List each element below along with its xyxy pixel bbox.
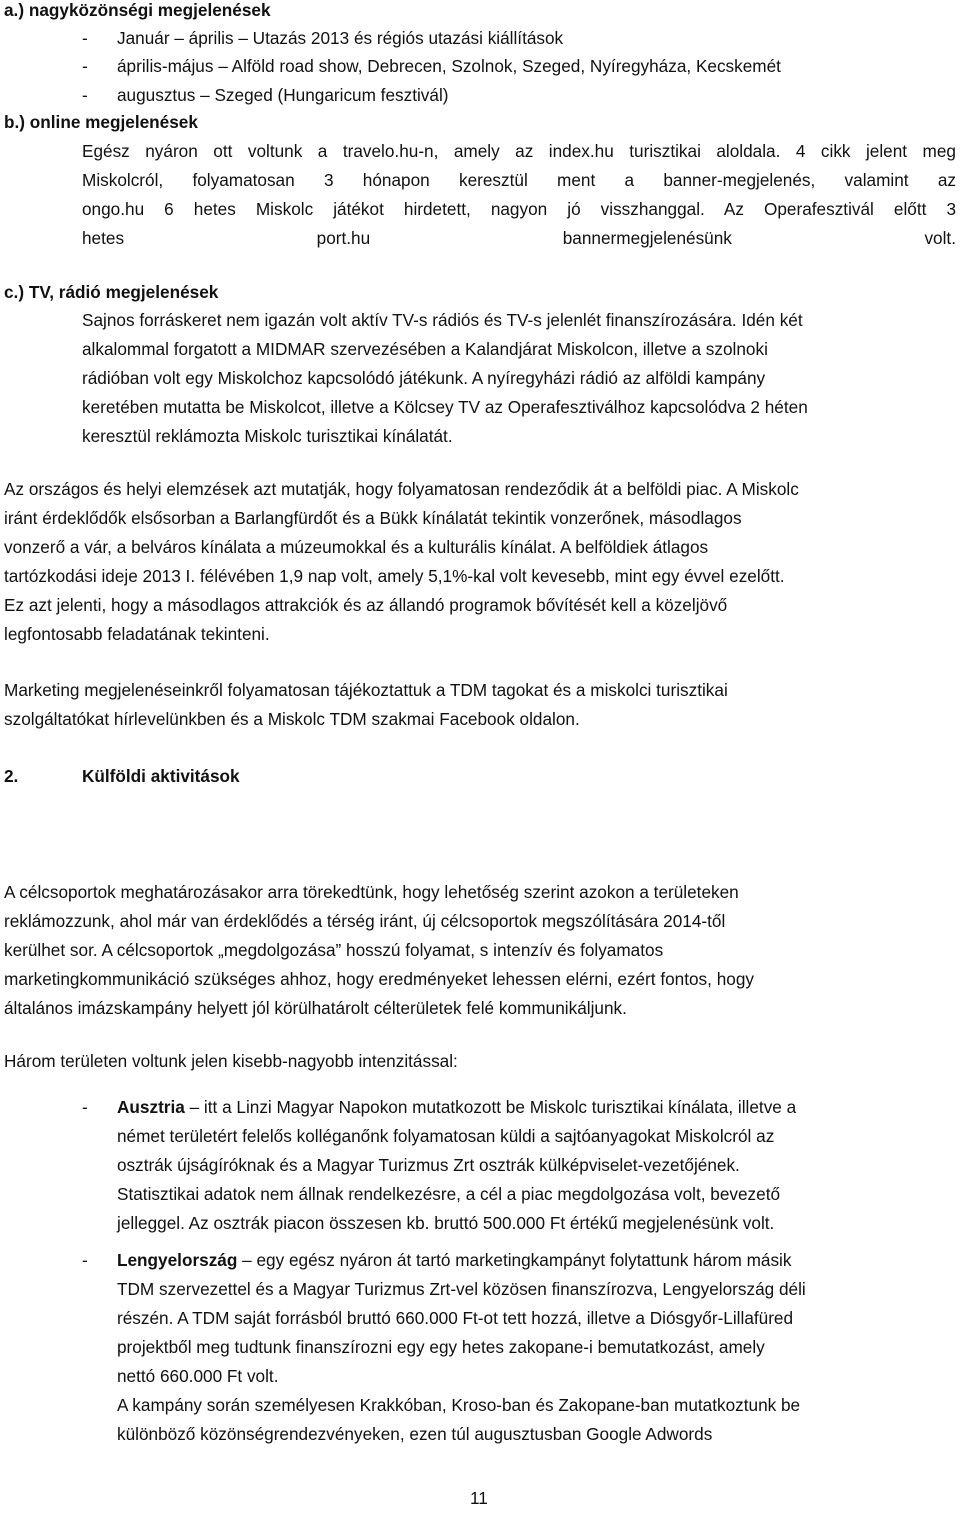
section-2-title: Külföldi aktivitások	[82, 766, 240, 786]
section-2-number: 2.	[4, 766, 19, 786]
text-line: projektből meg tudtunk finanszírozni egy egy hetes zakopane-i bemutatkozást, amely	[117, 1337, 765, 1357]
text-line: Marketing megjelenéseinkről folyamatosan tájékoztattuk a TDM tagokat és a miskolci turisztikai	[4, 680, 728, 700]
text-line: osztrák újságíróknak és a Magyar Turizmus Zrt osztrák külképviselet-vezetőjének.	[117, 1155, 740, 1175]
text-line: Statisztikai adatok nem állnak rendelkezésre, a cél a piac megdolgozása volt, bevezető	[117, 1184, 781, 1204]
text-line: kerülhet sor. A célcsoportok „megdolgozása” hosszú folyamat, s intenzív és folyamatos	[4, 940, 664, 960]
three-areas-intro: Három területen voltunk jelen kisebb-nagyobb intenzitással:	[4, 1051, 458, 1071]
text-line: – itt a Linzi Magyar Napokon mutatkozott be Miskolc turisztikai kínálata, illetve a	[184, 1097, 797, 1117]
section-b-body	[82, 137, 956, 253]
text-line: alkalommal forgatott a MIDMAR szervezésében a Kalandjárat Miskolcon, illetve a szolnoki	[82, 339, 768, 359]
text-line: német területért felelős kolléganőnk folyamatosan küldi a sajtóanyagokat Miskolcról az	[117, 1126, 775, 1146]
text-line: Miskolcról, folyamatosan 3 hónapon keresztül ment a banner-megjelenés, valamint az	[82, 170, 956, 190]
target-paragraph	[4, 878, 956, 1023]
text-line: rádióban volt egy Miskolchoz kapcsolódó játékunk. A nyíregyházi rádió az alföldi kampány	[82, 368, 766, 388]
text-line: iránt érdeklődők elsősorban a Barlangfürdőt és a Bükk kínálatát tekintik vonzerőnek, másodlagos	[4, 508, 742, 528]
list-item-text: augusztus – Szeged (Hungaricum fesztivál)	[117, 85, 449, 105]
text-line: keresztül reklámozta Miskolc turisztikai kínálatát.	[82, 426, 453, 446]
marketing-paragraph	[4, 676, 956, 734]
text-line: vonzerő a vár, a belváros kínálata a múzeumokkal és a kulturális kínálat. A belföldiek átlagos	[4, 537, 709, 557]
section-c-body	[82, 306, 956, 451]
country-poland	[117, 1246, 956, 1449]
text-line: szolgáltatókat hírlevelünkben és a Miskolc TDM szakmai Facebook oldalon.	[4, 709, 580, 729]
text-line: A kampány során személyesen Krakkóban, Kroso-ban és Zakopane-ban mutatkoztunk be	[117, 1395, 801, 1415]
page-number: 11	[470, 1488, 488, 1508]
list-bullet: -	[82, 1097, 88, 1117]
list-item-text: április-május – Alföld road show, Debrecen, Szolnok, Szeged, Nyíregyháza, Kecskemét	[117, 56, 781, 76]
text-line: Egész nyáron ott voltunk a travelo.hu-n, amely az index.hu turisztikai aloldala. 4 cikk jelent meg	[82, 141, 956, 161]
list-item	[82, 24, 88, 53]
country-austria	[117, 1093, 956, 1238]
text-line: keretében mutatta be Miskolcot, illetve a Kölcsey TV az Operafesztiválhoz kapcsolódva 2 héten	[82, 397, 808, 417]
text-line: A célcsoportok meghatározásakor arra törekedtünk, hogy lehetőség szerint azokon a területeken	[4, 882, 739, 902]
analysis-paragraph	[4, 475, 956, 649]
text-line: tartózkodási ideje 2013 I. félévében 1,9 nap volt, amely 5,1%-kal volt kevesebb, mint egy évvel ezelőtt.	[4, 566, 785, 586]
list-bullet: -	[82, 28, 88, 48]
text-line: hetes port.hu bannermegjelenésünk volt.	[82, 228, 956, 248]
country-name: Ausztria	[117, 1097, 185, 1117]
section-c-heading: c.) TV, rádió megjelenések	[4, 282, 219, 302]
text-line: Ez azt jelenti, hogy a másodlagos attrakciók és az állandó programok bővítését kell a közeljövő	[4, 595, 728, 615]
text-line: ongo.hu 6 hetes Miskolc játékot hirdetett, nagyon jó visszhanggal. Az Operafesztivál előtt 3	[82, 199, 956, 219]
text-line: Sajnos forráskeret nem igazán volt aktív TV-s rádiós és TV-s jelenlét finanszírozására. Idén két	[82, 310, 803, 330]
list-bullet: -	[82, 85, 88, 105]
text-line: Az országos és helyi elemzések azt mutatják, hogy folyamatosan rendeződik át a belföldi piac. A Miskolc	[4, 479, 799, 499]
list-item-text: Január – április – Utazás 2013 és régiós utazási kiállítások	[117, 28, 564, 48]
text-line: reklámozzunk, ahol már van érdeklődés a térség iránt, új célcsoportok megszólítására 2014-től	[4, 911, 726, 931]
text-line: jelleggel. Az osztrák piacon összesen kb. bruttó 500.000 Ft értékű megjelenésünk volt.	[117, 1213, 775, 1233]
text-line: legfontosabb feladatának tekinteni.	[4, 624, 270, 644]
list-bullet: -	[82, 56, 88, 76]
text-line: TDM szervezettel és a Magyar Turizmus Zrt-vel közösen finanszírozva, Lengyelország déli	[117, 1279, 806, 1299]
text-line: általános imázskampány helyett jól körülhatárolt célterületek felé kommunikáljunk.	[4, 998, 627, 1018]
text-line: részén. A TDM saját forrásból bruttó 660.000 Ft-ot tett hozzá, illetve a Diósgyőr-Lillafüred	[117, 1308, 794, 1328]
country-name: Lengyelország	[117, 1250, 238, 1270]
text-line: különböző közönségrendezvényeken, ezen túl augusztusban Google Adwords	[117, 1424, 713, 1444]
section-a-heading: a.) nagyközönségi megjelenések	[4, 0, 271, 20]
text-line: nettó 660.000 Ft volt.	[117, 1366, 279, 1386]
list-bullet: -	[82, 1250, 88, 1270]
section-b-heading: b.) online megjelenések	[4, 112, 198, 132]
text-line: marketingkommunikáció szükséges ahhoz, hogy eredményeket lehessen elérni, ezért fontos, hogy	[4, 969, 754, 989]
text-line: – egy egész nyáron át tartó marketingkampányt folytattunk három másik	[237, 1250, 792, 1270]
